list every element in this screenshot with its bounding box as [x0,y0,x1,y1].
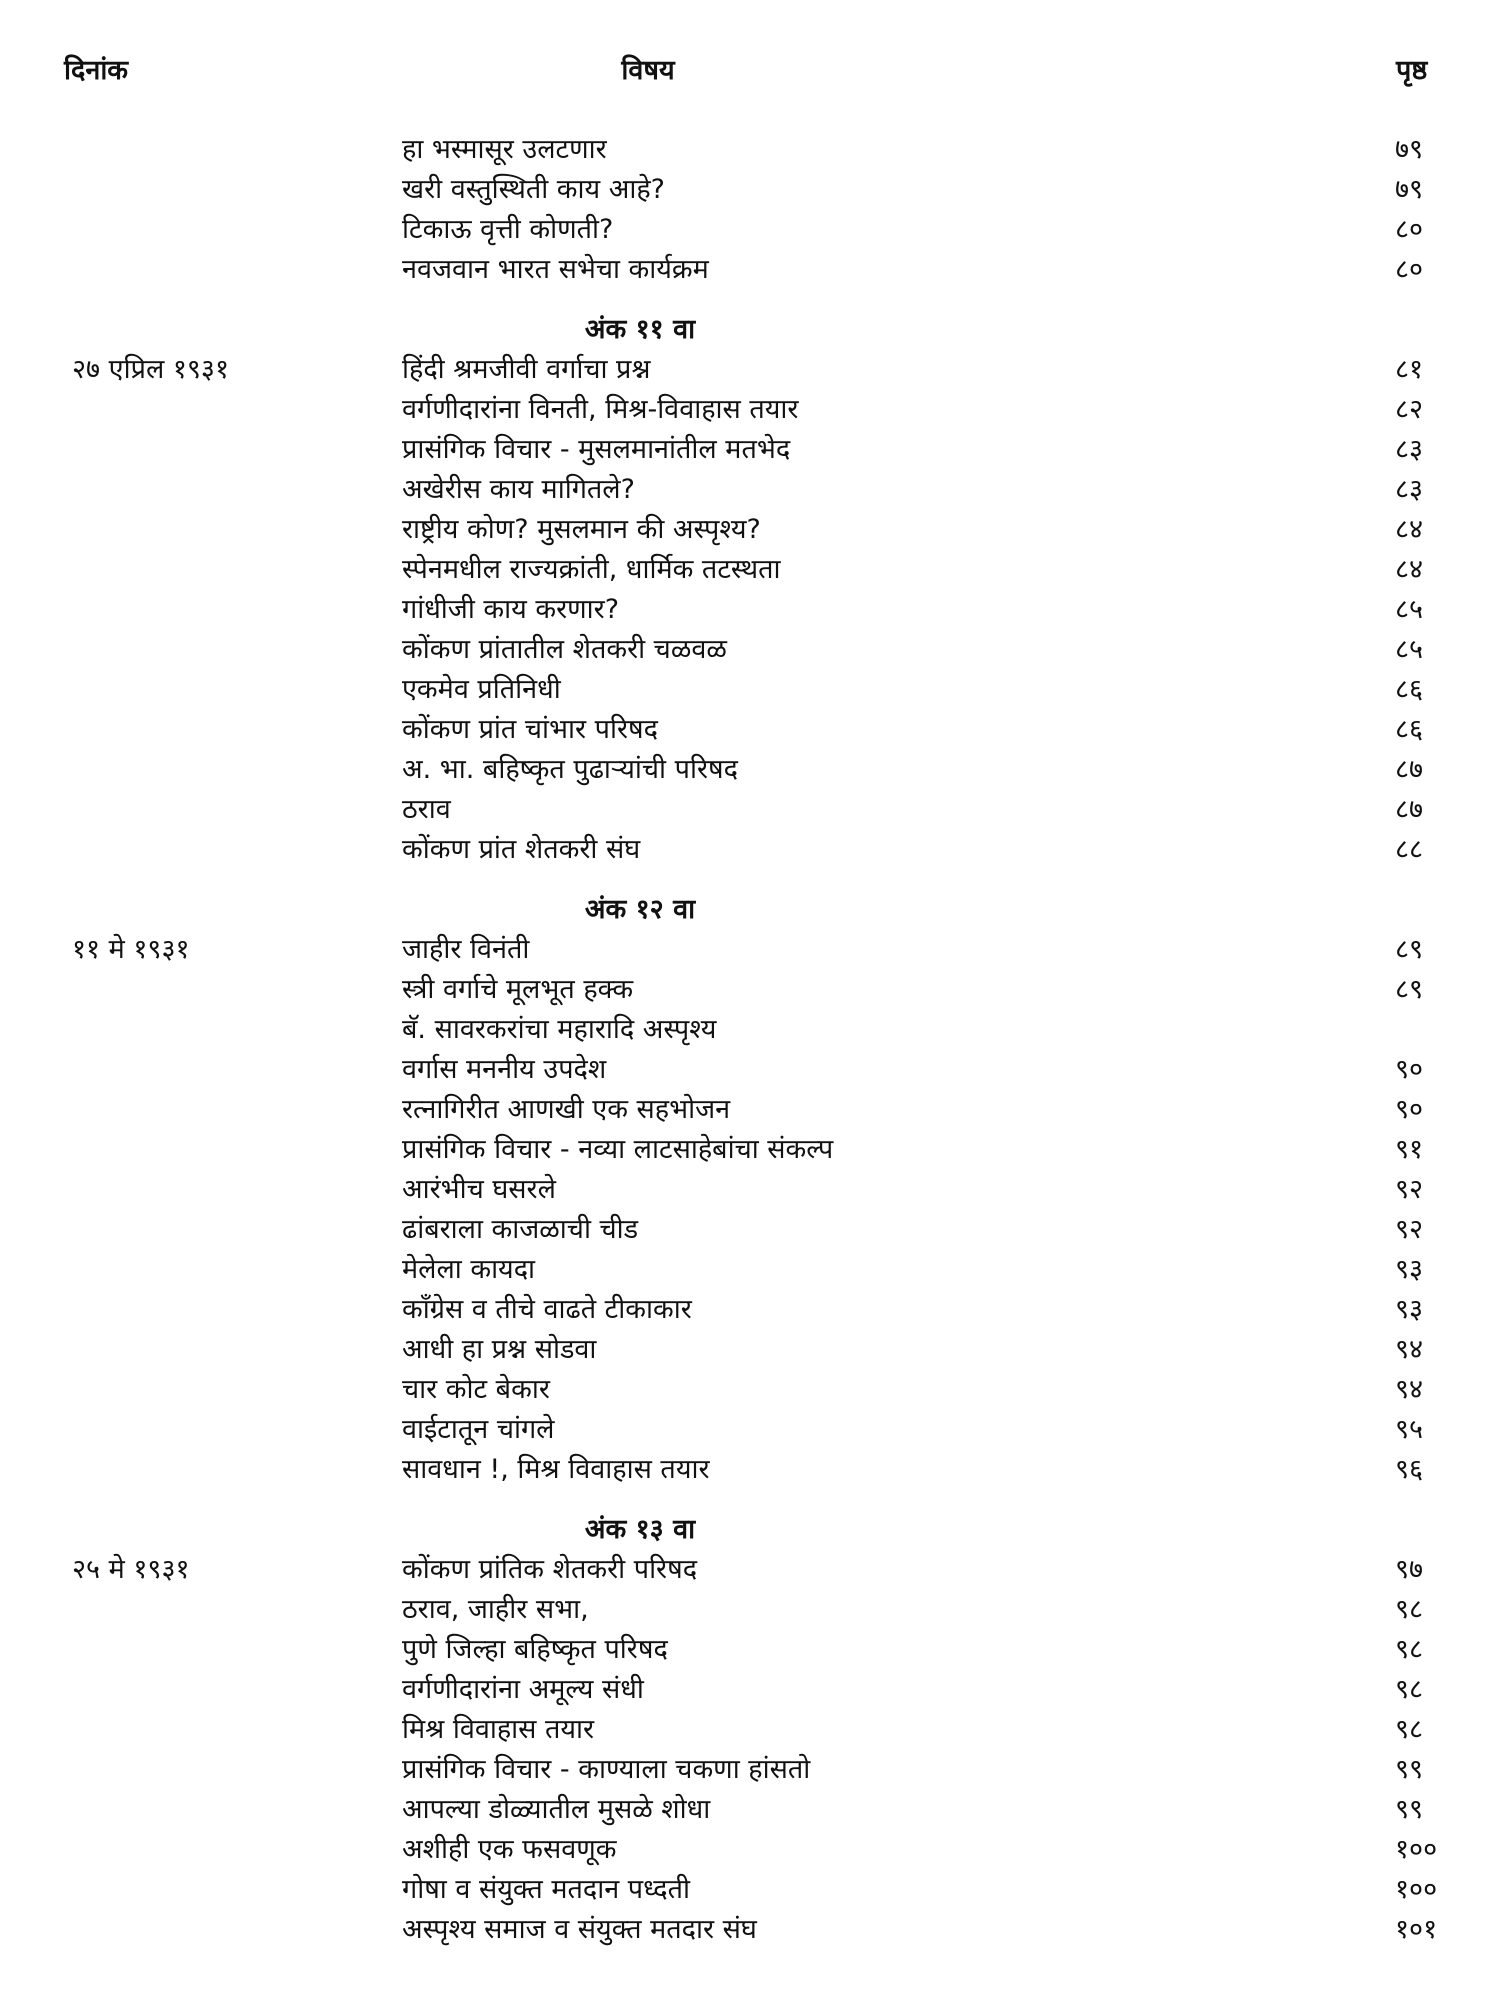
page-number: ८५ [1395,594,1424,625]
page-number: ८६ [1395,674,1424,705]
article-title: अखेरीस काय मागितले? [402,474,635,505]
toc-list [0,130,1500,1950]
toc-row [0,510,1500,550]
subject-column-header: विषय [621,55,675,86]
page-number: ९७ [1395,1554,1424,1585]
article-title: नवजवान भारत सभेचा कार्यक्रम [402,254,709,285]
toc-header [0,51,1500,91]
page-number: १०० [1395,1834,1438,1865]
toc-row [0,130,1500,170]
toc-row [0,1670,1500,1710]
toc-row [0,390,1500,430]
toc-row [0,1290,1500,1330]
article-title: वर्गणीदारांना अमूल्य संधी [402,1674,644,1705]
page-number: ८३ [1395,474,1424,505]
article-title: प्रासंगिक विचार - नव्या लाटसाहेबांचा संकल्प [402,1134,834,1165]
toc-row [0,1250,1500,1290]
article-title: स्त्री वर्गाचे मूलभूत हक्क [402,974,634,1005]
page-number: ९९ [1395,1794,1424,1825]
article-title: हिंदी श्रमजीवी वर्गाचा प्रश्न [402,354,651,385]
toc-row [0,1550,1500,1590]
toc-row [0,1130,1500,1170]
article-title: वर्गणीदारांना विनती, मिश्र-विवाहास तयार [402,394,799,425]
article-title: स्पेनमधील राज्यक्रांती, धार्मिक तटस्थता [402,554,781,585]
toc-row [0,210,1500,250]
article-title: आरंभीच घसरले [402,1174,556,1205]
page-number: ८२ [1395,394,1424,425]
toc-row [0,930,1500,970]
toc-row [0,1910,1500,1950]
article-title: प्रासंगिक विचार - काण्याला चकणा हांसतो [402,1754,811,1785]
toc-row [0,1590,1500,1630]
page-number: ९८ [1395,1674,1424,1705]
toc-row [0,750,1500,790]
page-number: ८४ [1395,554,1424,585]
date-column-header: दिनांक [64,55,129,86]
toc-row [0,1830,1500,1870]
issue-heading-text: अंक ११ वा [584,314,696,345]
issue-heading [0,890,1500,930]
toc-row [0,470,1500,510]
article-title: एकमेव प्रतिनिधी [402,674,561,705]
toc-row [0,250,1500,290]
toc-row [0,550,1500,590]
page-number: ८१ [1395,354,1424,385]
toc-row [0,1630,1500,1670]
article-title: हा भस्मासूर उलटणार [402,134,607,165]
page-number: ९० [1395,1054,1424,1085]
article-title: कोंकण प्रांतिक शेतकरी परिषद [402,1554,698,1585]
page-number: ७९ [1395,174,1424,205]
toc-row [0,1330,1500,1370]
article-title: सावधान !, मिश्र विवाहास तयार [402,1454,710,1485]
toc-row [0,670,1500,710]
article-title: ठराव [402,794,451,825]
page-number: ८९ [1395,934,1424,965]
article-title: कोंकण प्रांत शेतकरी संघ [402,834,641,865]
article-title: ढांबराला काजळाची चीड [402,1214,639,1245]
toc-row [0,350,1500,390]
page-number: ९८ [1395,1714,1424,1745]
toc-row [0,1750,1500,1790]
toc-row [0,1050,1500,1090]
toc-row [0,970,1500,1010]
issue-date: ११ मे १९३१ [72,934,190,965]
toc-row [0,1450,1500,1490]
article-title: टिकाऊ वृत्ती कोणती? [402,214,614,245]
article-title: मेलेला कायदा [402,1254,536,1285]
toc-row [0,1710,1500,1750]
article-title: ठराव, जाहीर सभा, [402,1594,589,1625]
toc-row [0,1790,1500,1830]
article-title: चार कोट बेकार [402,1374,550,1405]
page-number: ८७ [1395,754,1424,785]
page-number: ८० [1395,214,1424,245]
toc-row [0,710,1500,750]
article-title: जाहीर विनंती [402,934,530,965]
article-title: अशीही एक फसवणूक [402,1834,617,1865]
toc-row [0,1870,1500,1910]
article-title: गांधीजी काय करणार? [402,594,620,625]
article-title: आधी हा प्रश्न सोडवा [402,1334,597,1365]
toc-page [0,51,1500,1950]
page-number: ९३ [1395,1294,1424,1325]
article-title: अस्पृश्य समाज व संयुक्त मतदार संघ [402,1914,757,1945]
issue-date: २५ मे १९३१ [72,1554,190,1585]
article-title: खरी वस्तुस्थिती काय आहे? [402,174,666,205]
article-title: काँग्रेस व तीचे वाढते टीकाकार [402,1294,692,1325]
page-number: ८० [1395,254,1424,285]
page-number: ९८ [1395,1634,1424,1665]
article-title: अ. भा. बहिष्कृत पुढाऱ्यांची परिषद [402,754,738,785]
issue-heading [0,310,1500,350]
article-title: कोंकण प्रांत चांभार परिषद [402,714,658,745]
article-title: आपल्या डोळ्यातील मुसळे शोधा [402,1794,711,1825]
toc-row [0,590,1500,630]
article-title: कोंकण प्रांतातील शेतकरी चळवळ [402,634,727,665]
page-number: ८८ [1395,834,1424,865]
article-title: वर्गास मननीय उपदेश [402,1054,607,1085]
page-number: ९२ [1395,1174,1424,1205]
page-number: ८६ [1395,714,1424,745]
article-title: मिश्र विवाहास तयार [402,1714,595,1745]
page-number: ९४ [1395,1374,1424,1405]
toc-row [0,170,1500,210]
issue-heading-text: अंक १२ वा [584,894,696,925]
page-number: ९४ [1395,1334,1424,1365]
page-number: ९५ [1395,1414,1424,1445]
issue-heading-text: अंक १३ वा [584,1514,696,1545]
issue-heading [0,1510,1500,1550]
page-column-header: पृष्ठ [1396,55,1428,86]
issue-date: २७ एप्रिल १९३१ [72,354,229,385]
page-number: ९० [1395,1094,1424,1125]
page-number: ८७ [1395,794,1424,825]
article-title: वाईटातून चांगले [402,1414,555,1445]
page-number: १०१ [1395,1914,1438,1945]
page-number: ९९ [1395,1754,1424,1785]
page-number: ८४ [1395,514,1424,545]
page-number: ९२ [1395,1214,1424,1245]
toc-row [0,430,1500,470]
page-number: ८५ [1395,634,1424,665]
page-number: ९८ [1395,1594,1424,1625]
toc-row [0,790,1500,830]
toc-row [0,1210,1500,1250]
toc-row [0,630,1500,670]
toc-row [0,830,1500,870]
toc-row [0,1170,1500,1210]
article-title: गोषा व संयुक्त मतदान पध्दती [402,1874,690,1905]
toc-row [0,1410,1500,1450]
page-number: ८३ [1395,434,1424,465]
article-title: प्रासंगिक विचार - मुसलमानांतील मतभेद [402,434,791,465]
page-number: ७९ [1395,134,1424,165]
article-title: राष्ट्रीय कोण? मुसलमान की अस्पृश्य? [402,514,761,545]
page-number: ८९ [1395,974,1424,1005]
toc-row [0,1370,1500,1410]
page-number: ९३ [1395,1254,1424,1285]
page-number: १०० [1395,1874,1438,1905]
toc-row [0,1090,1500,1130]
page-number: ९१ [1395,1134,1424,1165]
toc-row [0,1010,1500,1050]
article-title: रत्नागिरीत आणखी एक सहभोजन [402,1094,731,1125]
article-title: बॅ. सावरकरांचा महारादि अस्पृश्य [402,1014,717,1045]
page-number: ९६ [1395,1454,1424,1485]
article-title: पुणे जिल्हा बहिष्कृत परिषद [402,1634,668,1665]
